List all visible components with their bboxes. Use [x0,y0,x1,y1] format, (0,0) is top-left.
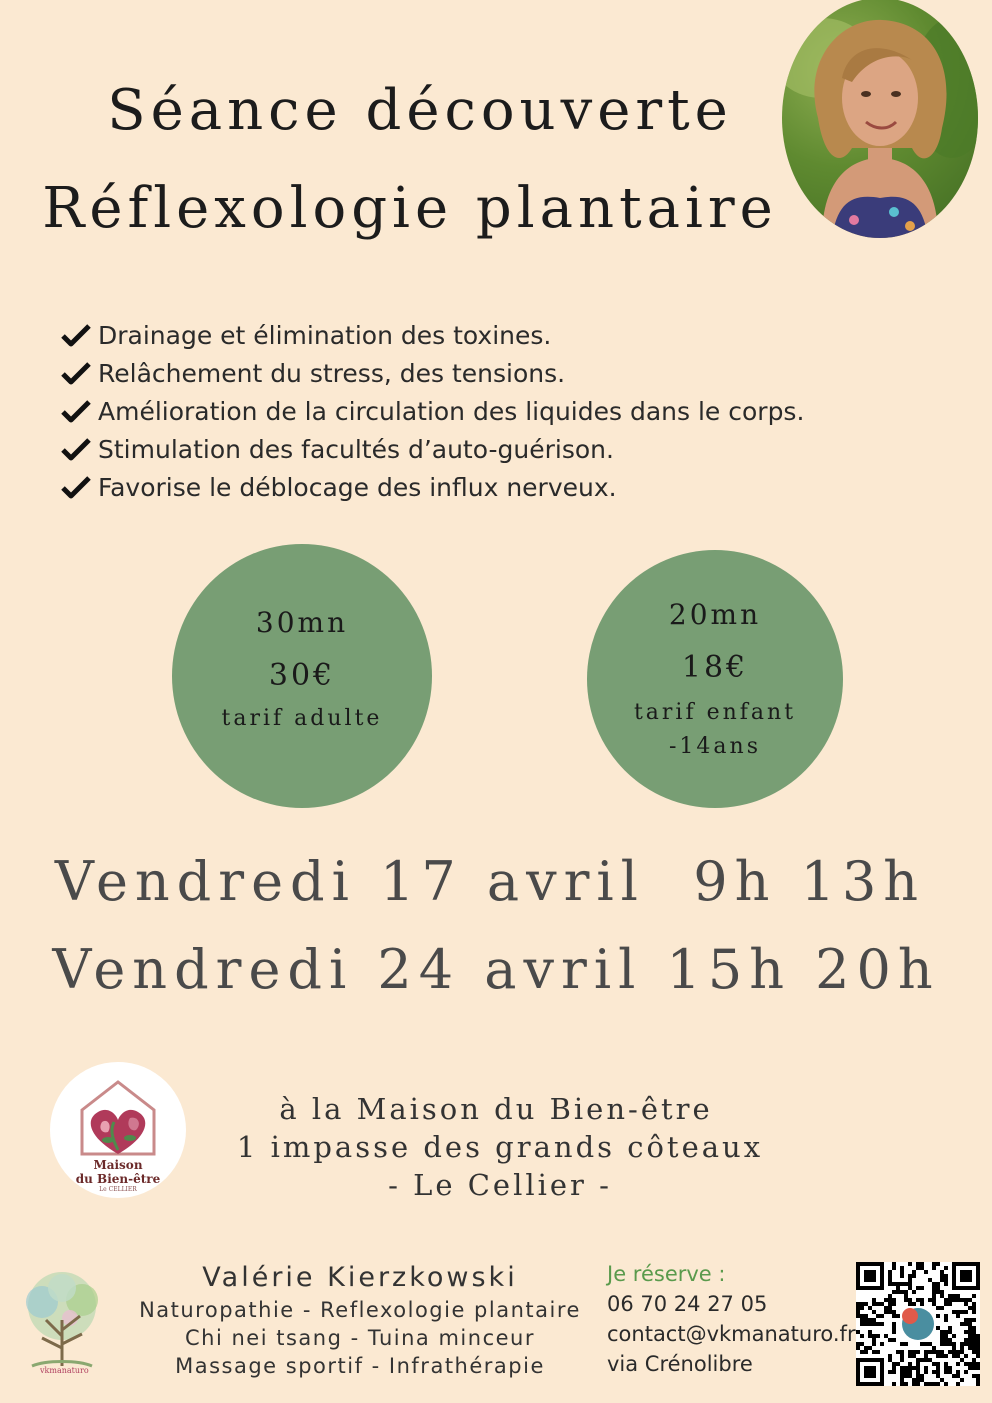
practitioner-specialty-2: Chi nei tsang - Tuina minceur [185,1326,535,1350]
benefit-text: Amélioration de la circulation des liquides dans le corps. [98,396,805,426]
practitioner-photo [782,0,978,238]
vkmanaturo-logo-text: vkmanaturo [40,1366,89,1375]
check-icon [60,398,92,424]
adult-label: tarif adulte [221,706,383,731]
venue-logo-line-3: Le CELLIER [99,1186,137,1193]
adult-price: 30€ [268,658,336,693]
benefit-text: Stimulation des facultés d’auto-guérison. [98,434,614,464]
date-line-2: Vendredi 24 avril 15h 20h [52,938,940,1001]
benefit-item [60,430,804,468]
venue-logo-line-1: Maison [93,1158,143,1172]
child-price-circle [587,550,843,808]
practitioner-specialty-1: Naturopathie - Reflexologie plantaire [139,1298,581,1322]
check-icon [60,322,92,348]
benefit-item [60,354,804,392]
address-line-2: 1 impasse des grands côteaux [236,1130,764,1164]
adult-duration: 30mn [255,606,349,639]
booking-heading: Je réserve : [607,1262,726,1286]
benefit-text: Drainage et élimination des toxines. [98,320,552,350]
benefit-item [60,316,804,354]
benefit-item [60,392,804,430]
practitioner-name: Valérie Kierzkowski [202,1262,518,1293]
venue-logo-line-2: du Bien-être [75,1172,161,1186]
title-line-2: Réflexologie plantaire [42,176,778,241]
benefit-text: Relâchement du stress, des tensions. [98,358,566,388]
qr-code[interactable] [856,1262,980,1386]
vkmanaturo-logo [12,1270,112,1386]
practitioner-specialty-3: Massage sportif - Infrathérapie [175,1354,545,1378]
benefit-text: Favorise le déblocage des influx nerveux. [98,472,617,502]
date-line-1: Vendredi 17 avril 9h 13h [54,850,926,913]
booking-platform: via Crénolibre [607,1352,753,1376]
qr-code-icon [856,1262,980,1386]
check-icon [60,436,92,462]
child-age-note: -14ans [668,734,761,759]
check-icon [60,360,92,386]
booking-email[interactable]: contact@vkmanaturo.fr [607,1322,856,1346]
child-price: 18€ [681,650,749,685]
booking-phone[interactable]: 06 70 24 27 05 [607,1292,768,1316]
adult-price-circle [172,544,432,808]
child-duration: 20mn [668,598,762,631]
title-line-1: Séance découverte [107,78,733,143]
venue-logo [50,1062,186,1198]
address-line-3: - Le Cellier - [388,1168,612,1202]
benefits-list [60,316,804,506]
child-label: tarif enfant [633,700,797,725]
benefit-item [60,468,804,506]
check-icon [60,474,92,500]
address-line-1: à la Maison du Bien-être [279,1092,713,1126]
